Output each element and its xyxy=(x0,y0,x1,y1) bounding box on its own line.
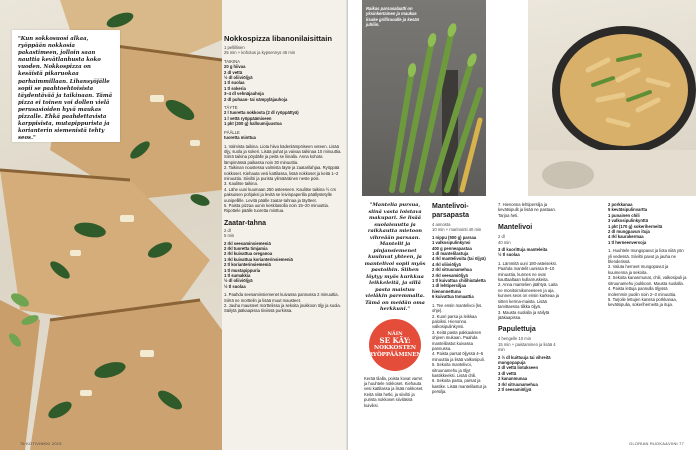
recipe-meta: 1 pellillinen 25 min + kohotus ja kypsennys 45 min xyxy=(224,45,296,56)
nettle-pizza-photo xyxy=(0,0,222,450)
right-page xyxy=(348,0,696,450)
pancake-recipe-continued xyxy=(608,202,688,308)
sub-recipe-meta: 2 dl 40 min xyxy=(498,234,511,245)
sub-recipe-ingredients: 2 rkl seesaminsiemeniä 2 rkl tuoretta timjamia 2 rkl kuivattua oreganoa 1 rkl kuivattua korianterinsiemeniä 2 tl korianterinsiemeniä 1 tl mustapippuria 1 tl sumakkia ½ dl oliiviöljyä ½ tl suolaa xyxy=(224,240,293,289)
badge-text: Kerää tilalla, poista kovat varret ja huuhtele nokkoset. Kiehauta vesi kattilassa ja lisää nokkoset. Keitä niitä hetki, ja siivilöi ja purista nokkoset siivilässä kuiviksi. xyxy=(364,375,424,408)
asparagus-illustration xyxy=(362,0,486,196)
dough-ingredients: 20 g hiivaa 2 dl vettä ½ dl oliiviöljyä 1 tl suolaa 1 tl sokeria 3–4 dl vehnäjauhoja 2 dl puhaan- tai sämpyläjauhoja xyxy=(224,64,288,102)
asparagus-photo xyxy=(362,0,486,196)
sub-recipe-title: Mantelivoi xyxy=(498,224,533,232)
filling-ingredients: 2 l tuoretta nokkosta (2 dl ryöppättyä) 1 l vettä ryöppäämiseen 1 pkt (200 g) halloumijuustoa xyxy=(224,110,299,127)
pizza-recipe xyxy=(224,34,342,314)
method-continued: 7. Hienonna lehtipersilja ja kevätsipulit ja lisää ne pastaan. Tarjoa heti. xyxy=(498,202,556,218)
topping-ingredients: tuoretta minttua xyxy=(224,135,256,141)
pasta-illustration xyxy=(528,0,696,196)
page-folio-right: GLORIAN RUOKA&VIINI 77 xyxy=(629,441,684,446)
sub-recipe-ingredients: 3 dl kuorittuja manteleita ½ tl suolaa xyxy=(498,247,548,258)
badge-line-1: NÄIN xyxy=(387,330,403,337)
how-to-badge xyxy=(369,319,421,371)
quote-column xyxy=(364,202,426,408)
almond-butter-recipe xyxy=(498,202,562,392)
recipe-title: Mantelivoi-parsapasta xyxy=(432,203,469,219)
chef-quote: "Mantelia pursua, siinä vasta loistava makupari. Se lisää suolaisuutta ja raikkautta mietoon vihreään parsaan. Mantelit ja pinjansiemenet kuuluvat yhteen, ja mantelivoi sopii myös pastoihin. Siihen löytyy myös kurkkua leikkeleitä, ja sillä pasta maistuu vieläkin paremmalta. Tämä on meidän oma herkkuni." xyxy=(364,202,426,312)
badge-line-3: NOKKOSTEN RYÖPPÄÄMINEN xyxy=(368,344,422,358)
sub2-recipe-title: Papulettuja xyxy=(498,326,536,334)
recipe-method: 1. Tee ensin mantelivoi (ks. ohje). 2. Kuori parsa ja leikkaa paloiksi. Hienonna valkosipulinkynsi. 3. Keitä pasta pakkauksen ohjeen mukaan. Paahda mantelilastut kuivassa pannussa. 4. Paista parsat öljyssä 4–5 minuuttia ja lisää valkosipuli. 5. Sekoita mantelivoi, sitruunamehu ja öljyt kastikkeeksi. Lisää chili. 6. Sekoita pasta, parsat ja kastike. Lisää mantelilastut ja persilja. xyxy=(432,302,487,395)
sub-recipe-title: Zaatar-tahna xyxy=(224,219,267,227)
sub-recipe-method: 1. Paahda seesaminsiemenet kuivassa pannussa 2 minuuttia. Siirrä ne morttelin ja lisää muut mausteet. 2. Jauha mausteet morttelissa ja sekoita joukkoon öljy ja suola. Säilytä jääkaapissa tiiviissä purkissa. xyxy=(224,292,341,314)
filling-label: TÄYTE xyxy=(224,105,238,111)
photo-caption: Raikas parsasalaatti on yksinkertainen ja maukas lisuke grilliruoalle ja kesän juhliin. xyxy=(366,6,420,28)
sub-recipe-meta: 2 dl 5 min xyxy=(224,227,235,239)
pasta-photo xyxy=(528,0,696,196)
recipe-ingredients: 1 nippu (500 g) parsaa 1 valkosipulinkynsi 400 g penneapastaa 1 dl mantelilastuja 4 rkl mantelivoita (tai öljyä) 4 rkl oliiviöljyä 2 rkl sitruunamehua 2 rkl seesamiöljyä 1 tl kuivattua chilihiutaletta 1 dl lehtipersiljaa hienonnettuna 6 kuivattua tomaattia xyxy=(432,234,486,300)
recipe-meta: 4 annosta 10 min + marinointi 40 min xyxy=(432,222,482,233)
sub-recipe-method: 1. Lämmitä uuni 180-asteiseksi. Paahda mantelit uunissa 8–10 minuuttia, kunnes ne ovat kauttaaltaan kullanruskeita. 2. Anna mantelien jäähtyä. Laita ne monitoimikoneeseen ja aja, kunnes seos on ensin karkeaa ja sitten kerma-maista. Lisää tarvittaessa tilkka öljyä. 3. Mausta suolalla ja säilytä jääkaapissa. xyxy=(498,260,559,320)
topping-label: PÄÄLLE xyxy=(224,129,240,135)
sub2-recipe-meta: 4 hengelle 10 min 15 min + paistaminen ja lisää 4 min xyxy=(498,336,556,353)
page-folio-left: 76 KOTIVINKKI 2015 xyxy=(20,441,62,446)
badge-line-2: SE KÄY: xyxy=(379,335,411,345)
recipe-method: 1. Valmista taikina. Liota hiiva kädenlämpöiseen veteen. Lisää öljy, suola ja sokeri. Lisää puhat ja vaivaa taikinaa 10 minuuttia. Siirrä taikina pöydälle ja peitä se liinalla. Anna kohota lämpimässä paikassa noin 30 minuuttia. 2. Taikinan noustessa valmista täyte ja zaatarilahjaa. Ryöppää nokkoset. Kiehauta vesi kattilassa, lisää nokkoset ja keitä 1–2 minuuttia. Siivilöi ja purista ylimääräinen neste pois. 3. Kaulitse taikina. 4. Lähe uuni kuumaan 250 asteeseen. Kaulitse taikina ½ cm paksuisen pohjaksi ja levitä se leivinpaperilla päällystetylle uunipellille. Levitä päälle zaatar-tahnaa ja täytteet. 5. Paista pizzaa uunin keskitasolla noin 15–20 minuuttia. Ripottele päälle tuoretta minttua. xyxy=(224,143,342,214)
pull-quote: "Kun sokkosuosi alkaa, ryöppään nokkosia pakastimeen, jolloin saan nauttia kevätlanhusta koko vuoden. Nokkospizza on kesäistä pikaruokaa parhaimmillaan. Lihansyöjälle sopii se paahtoehtoisista täydentävää ja taikinaan. Tämä pizza ei toinen voi dollen vielä perusasioiden hyvä maukas pizzalle. Ehkä paahdettavista karppisista, mutapippurista ja korianterin siemenistä tehty seos." xyxy=(12,30,120,142)
dough-label: TAIKINA xyxy=(224,58,240,64)
sub2-recipe-ingredients: 2 ½ dl kuittuuja tai vihreitä mungopapuja 2 dl vettä liotukseen 3 dl vettä 2 kananmunaa 3 rkl sitruunamehua 2 tl seesamiöljyä xyxy=(498,354,551,392)
pancake-ingredients: 2 porkkanaa 5 kevätsipulinvartta 1 punainen chili 3 valkosipulinkynttä 1 pkt (170 g) sokeriherneitä 2 dl mungpavun ituja 4 rkl kaurakermaa 1 tl herneenversoja xyxy=(608,202,663,245)
pancake-method: 1. Huuhtele mungopavut ja liota niitä yön yli vedessä. Siivilöi pavut ja jauha ne blenderissä. 2. Valuta herneet mungopavut ja kuumenna ja sekoita. 3. Sekoita kananmunat, chili, valkosipuli ja sitruunamehu joukkoon. Mausta suolalla. 4. Paista lettuja pannulla öljyssä molemmin puolin noin 2–3 minuuttia. 5. Tarjoile lettujen kanssa porkkanaa, kevätsipulia, sokeriherneitä ja ituja. xyxy=(608,248,687,308)
recipe-title: Nokkospizza libanonilaisittain xyxy=(224,34,333,43)
pasta-recipe xyxy=(432,202,492,395)
